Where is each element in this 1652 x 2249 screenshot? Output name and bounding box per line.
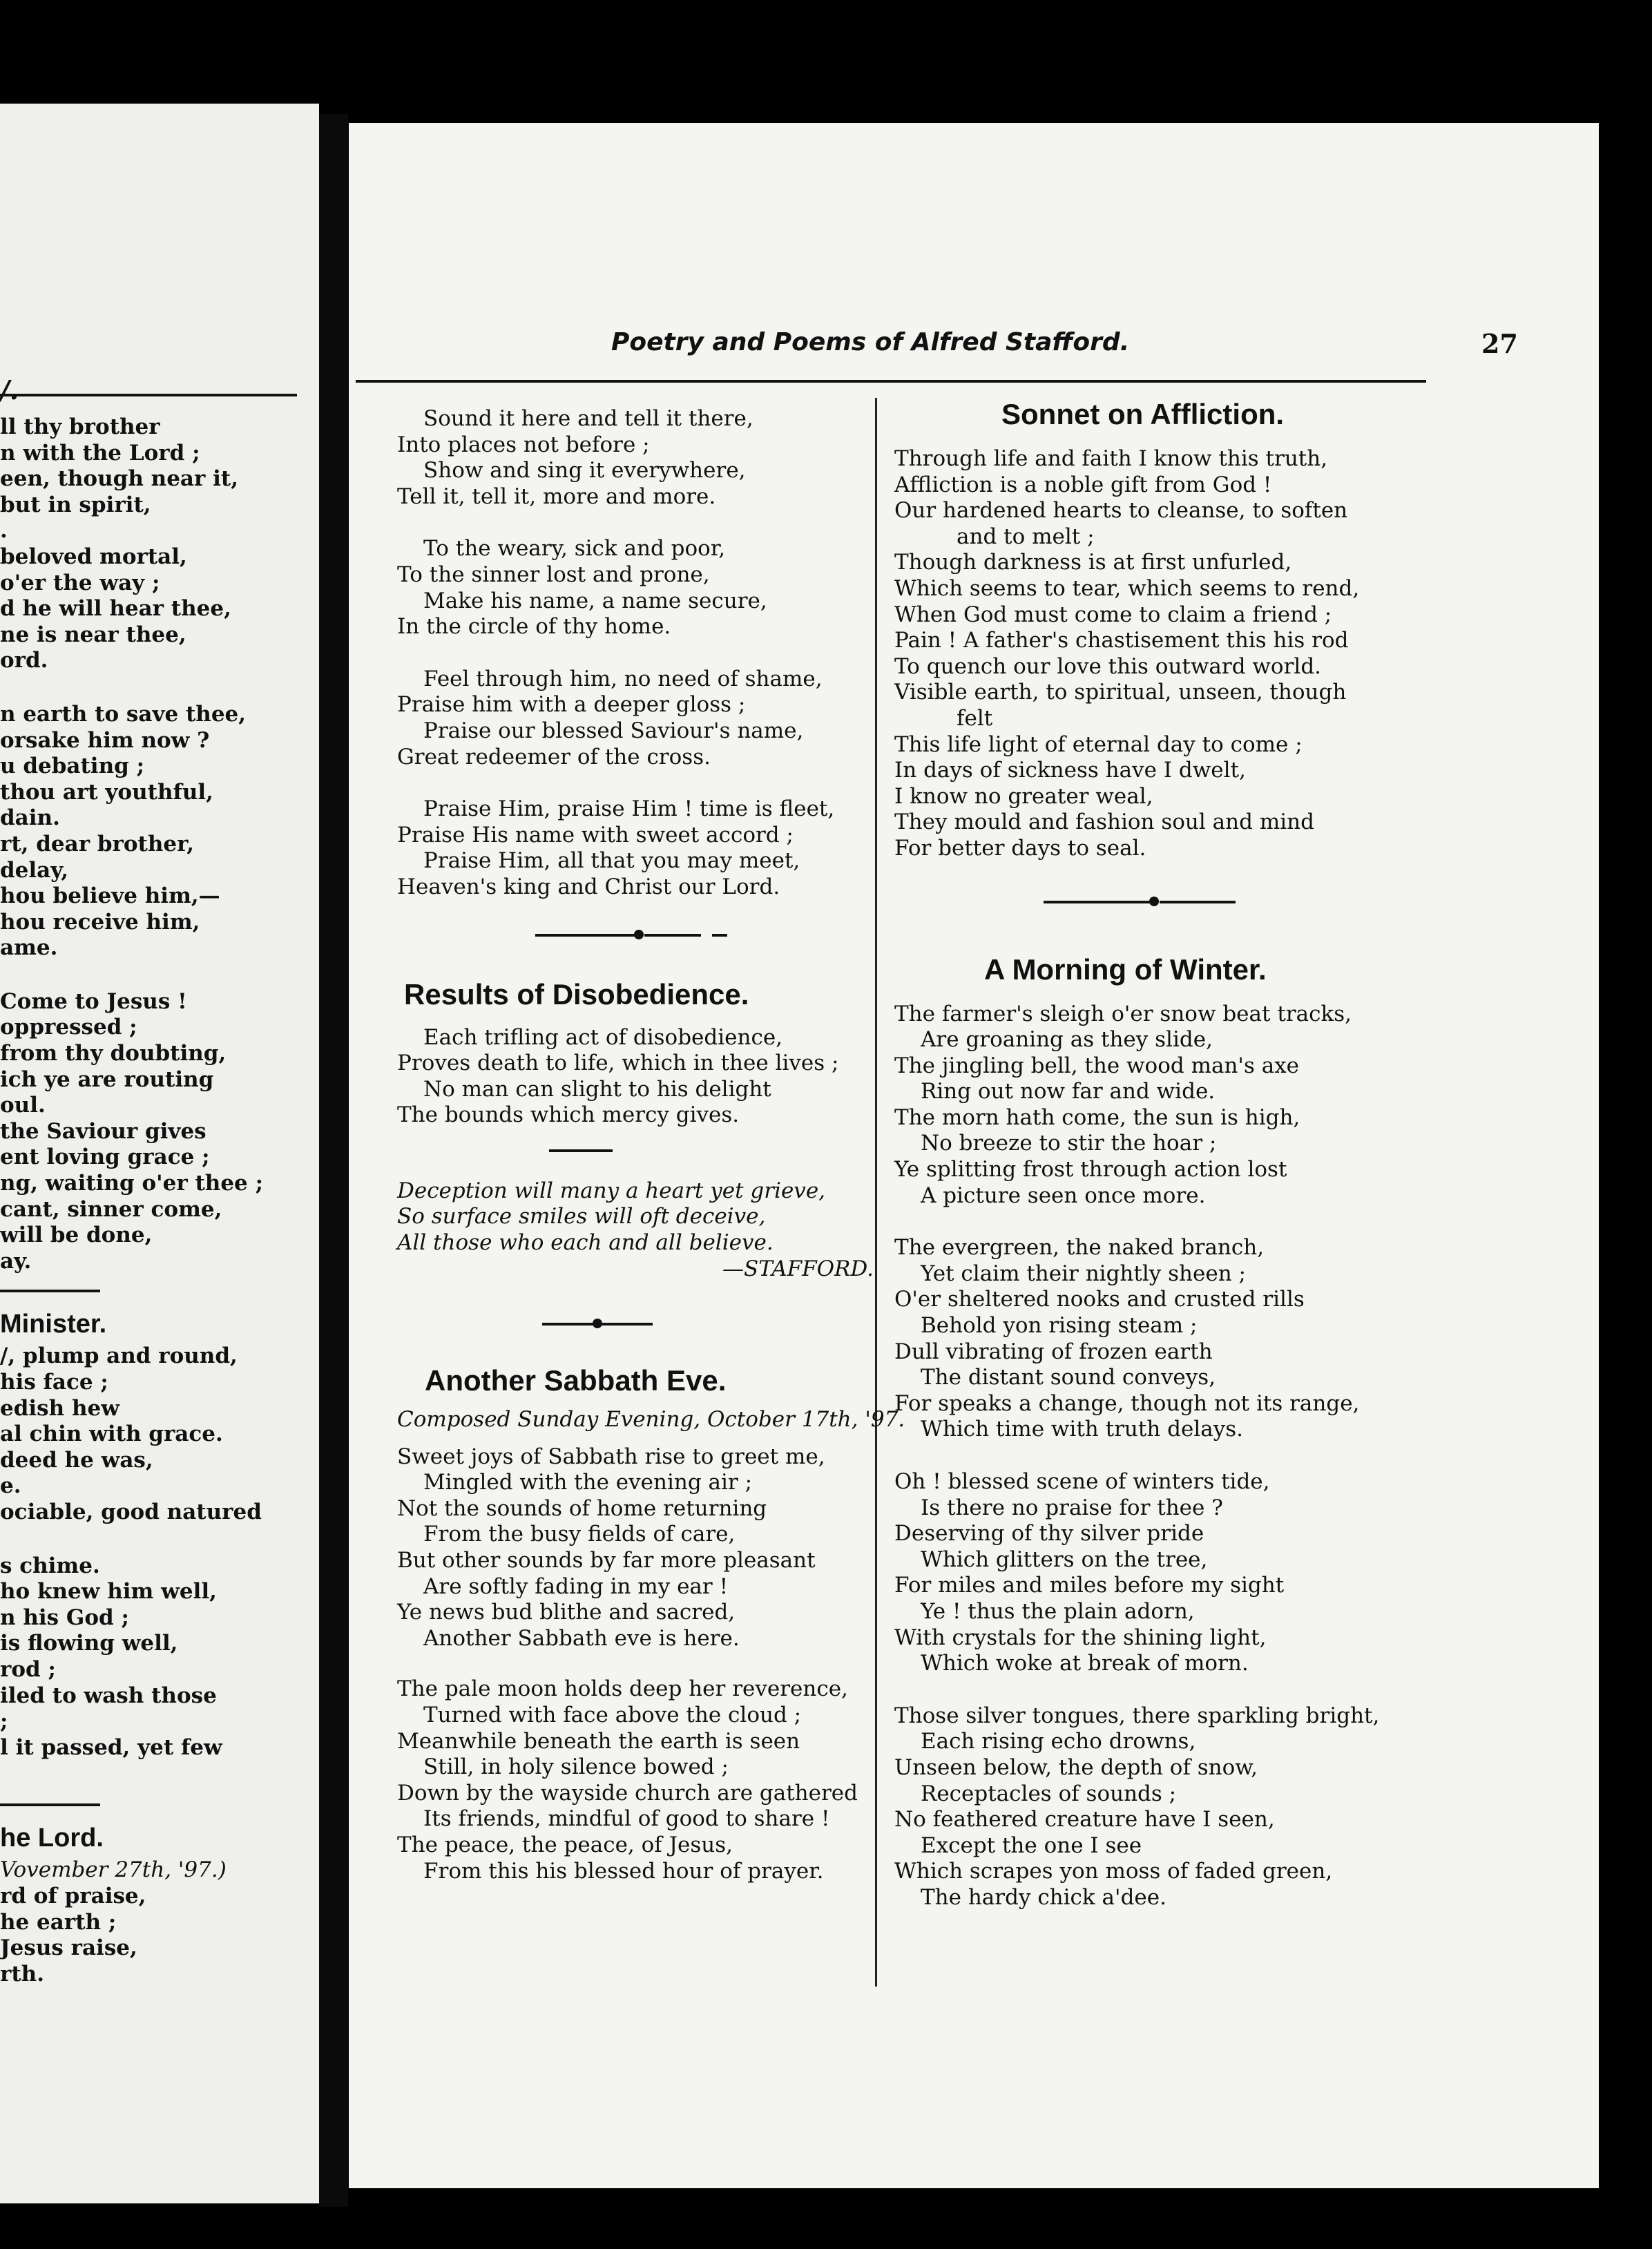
left-verse-line: ho knew him well, — [0, 1579, 217, 1605]
left-verse-line: n his God ; — [0, 1605, 129, 1630]
left-rule — [0, 1274, 319, 1305]
left-verse-line: n earth to save thee, — [0, 701, 247, 727]
verse-line: Another Sabbath eve is here. — [423, 1625, 740, 1651]
left-poem-title: Minister. — [0, 1310, 107, 1339]
ornament-divider-2 — [542, 1323, 749, 1327]
line-gap — [0, 961, 319, 989]
verse-line: Is there no praise for thee ? — [921, 1495, 1223, 1520]
stanza — [397, 667, 874, 770]
left-poem-subtitle: Vovember 27th, '97.) — [0, 1857, 227, 1883]
verse-line: For miles and miles before my sight — [894, 1573, 1285, 1598]
verse-line: Each rising echo drowns, — [921, 1729, 1196, 1754]
verse-line: Ye ! thus the plain adorn, — [921, 1598, 1195, 1624]
short-rule — [549, 1149, 613, 1152]
verse-line: No man can slight to his delight — [423, 1076, 771, 1102]
left-verse-line: ord. — [0, 648, 48, 673]
left-verse-line: thou art youthful, — [0, 779, 213, 805]
left-verse-line: but in spirit, — [0, 492, 151, 517]
left-page-header-fragment: /. — [0, 374, 19, 405]
left-verse-line: n with the Lord ; — [0, 440, 200, 466]
verse-line: and to melt ; — [957, 524, 1095, 549]
left-verse-line: ociable, good natured — [0, 1499, 262, 1524]
verse-line: A picture seen once more. — [921, 1183, 1206, 1208]
verse-line: Visible earth, to spiritual, unseen, though — [894, 680, 1347, 705]
verse-line: Into places not before ; — [397, 432, 650, 457]
verse-line: Receptacles of sounds ; — [921, 1781, 1177, 1806]
verse-line: When God must come to claim a friend ; — [894, 602, 1332, 627]
verse-line: No breeze to stir the hoar ; — [921, 1131, 1217, 1156]
verse-line: Ye news bud blithe and sacred, — [397, 1600, 736, 1625]
verse-line: Those silver tongues, there sparkling bright, — [894, 1703, 1380, 1728]
left-verse-line: edish hew — [0, 1395, 119, 1421]
verse-line: felt — [957, 705, 993, 731]
verse-line: From the busy fields of care, — [423, 1522, 736, 1547]
left-verse-line: deed he was, — [0, 1447, 153, 1473]
verse-line: Sound it here and tell it there, — [423, 406, 753, 431]
verse-line: Ye splitting frost through action lost — [894, 1157, 1287, 1183]
left-verse-line: hou believe him,— — [0, 883, 220, 909]
verse-line: Ring out now far and wide. — [921, 1079, 1216, 1104]
line-gap — [0, 1761, 319, 1788]
line-gap — [0, 1526, 319, 1553]
main-page — [349, 123, 1599, 2188]
left-verse-line: cant, sinner come, — [0, 1196, 222, 1222]
stanza — [397, 536, 874, 640]
left-verse-line: u debating ; — [0, 754, 145, 779]
left-verse-line: beloved mortal, — [0, 544, 187, 569]
verse-line: But other sounds by far more pleasant — [397, 1548, 816, 1573]
verse-line: Which glitters on the tree, — [921, 1547, 1208, 1572]
left-verse-line: s chime. — [0, 1553, 100, 1578]
left-facing-page — [0, 104, 319, 2203]
column-left — [397, 406, 905, 1884]
verse-line: The bounds which mercy gives. — [397, 1102, 740, 1128]
verse-line: Praise Him, all that you may meet, — [423, 848, 800, 874]
ornament-divider-3 — [1044, 901, 1265, 905]
page-number: 27 — [1481, 328, 1518, 359]
left-verse-line: ; — [0, 1709, 8, 1734]
verse-line: For speaks a change, though not its range, — [894, 1390, 1360, 1416]
left-verse-line: he earth ; — [0, 1909, 117, 1935]
stanza — [894, 1235, 1433, 1443]
verse-line: Our hardened hearts to cleanse, to soften — [894, 498, 1348, 524]
verse-line: Are softly fading in my ear ! — [423, 1573, 729, 1599]
stanza — [894, 1703, 1433, 1911]
verse-line: Praise our blessed Saviour's name, — [423, 718, 804, 743]
column-divider — [875, 398, 877, 1987]
verse-line: The peace, the peace, of Jesus, — [397, 1832, 733, 1857]
verse-line: I know no greater weal, — [894, 783, 1153, 809]
verse-line: The distant sound conveys, — [921, 1365, 1216, 1390]
running-title: Poetry and Poems of Alfred Stafford. — [611, 328, 1130, 356]
line-gap — [0, 674, 319, 702]
left-verse-line: ay. — [0, 1248, 32, 1274]
stanza — [894, 1469, 1433, 1677]
left-verse-line: oppressed ; — [0, 1015, 137, 1040]
poem-title-disobedience: Results of Disobedience. — [404, 977, 749, 1011]
stanza — [397, 1676, 874, 1884]
verse-line: So surface smiles will oft deceive, — [397, 1204, 766, 1229]
left-verse-line: ll thy brother — [0, 414, 160, 439]
left-verse-line: hou receive him, — [0, 909, 200, 935]
signature: —STAFFORD. — [722, 1256, 874, 1281]
verse-line: Which scrapes yon moss of faded green, — [894, 1859, 1333, 1884]
stanza — [397, 796, 874, 900]
verse-line: Praise Him, praise Him ! time is fleet, — [423, 796, 835, 822]
poem-disobedience-lines — [397, 1025, 874, 1129]
verse-line: Show and sing it everywhere, — [423, 458, 746, 484]
ornament-divider — [535, 934, 742, 938]
verse-line: The jingling bell, the wood man's axe — [894, 1053, 1300, 1078]
left-verse-line: oul. — [0, 1093, 46, 1118]
verse-line: Which woke at break of morn. — [921, 1651, 1249, 1676]
verse-line: Praise him with a deeper gloss ; — [397, 692, 746, 718]
verse-line: Through life and faith I know this truth, — [894, 446, 1328, 471]
verse-line: In the circle of thy home. — [397, 614, 671, 640]
verse-line: Which seems to tear, which seems to rend, — [894, 575, 1360, 601]
poem-continuation — [397, 406, 874, 901]
binding-gutter — [319, 114, 348, 2207]
verse-line: For better days to seal. — [894, 835, 1146, 861]
verse-line: Praise His name with sweet accord ; — [397, 822, 794, 848]
verse-line: Deception will many a heart yet grieve, — [397, 1178, 826, 1203]
verse-line: Affliction is a noble gift from God ! — [894, 472, 1272, 497]
left-verse-line: een, though near it, — [0, 466, 239, 492]
poem-subtitle: Composed Sunday Evening, October 17th, '97. — [397, 1406, 905, 1432]
verse-line: They mould and fashion soul and mind — [894, 810, 1314, 835]
verse-line: Dull vibrating of frozen earth — [894, 1339, 1213, 1364]
verse-line: Make his name, a name secure, — [423, 588, 767, 613]
verse-line: Behold yon rising steam ; — [921, 1313, 1198, 1339]
stanza — [397, 406, 874, 510]
left-page-text — [0, 414, 319, 1987]
verse-line: Sweet joys of Sabbath rise to greet me, — [397, 1444, 825, 1469]
verse-line: The pale moon holds deep her reverence, — [397, 1676, 848, 1702]
left-verse-line: rod ; — [0, 1656, 56, 1682]
left-verse-line: rth. — [0, 1961, 44, 1987]
left-rule — [0, 1788, 319, 1819]
left-verse-line: Come to Jesus ! — [0, 988, 187, 1014]
poem-title-sabbath-eve: Another Sabbath Eve. — [425, 1363, 727, 1397]
left-verse-line: rd of praise, — [0, 1883, 146, 1908]
left-verse-line: iled to wash those — [0, 1683, 217, 1708]
short-rule-wrap — [397, 1129, 874, 1170]
verse-line: Which time with truth delays. — [921, 1417, 1243, 1442]
left-verse-line: will be done, — [0, 1223, 153, 1248]
verse-line: Except the one I see — [921, 1832, 1142, 1858]
verse-line: With crystals for the shining light, — [894, 1625, 1267, 1650]
left-verse-line: l it passed, yet few — [0, 1734, 222, 1760]
verse-line: The morn hath come, the sun is high, — [894, 1104, 1300, 1130]
verse-line: The farmer's sleigh o'er snow beat tracks, — [894, 1001, 1352, 1026]
left-verse-line: is flowing well, — [0, 1631, 178, 1656]
verse-line: Turned with face above the cloud ; — [423, 1703, 802, 1728]
verse-line: Are groaning as they slide, — [921, 1027, 1213, 1053]
poem-winter-lines — [894, 1002, 1433, 1911]
verse-line: Feel through him, no need of shame, — [423, 666, 823, 691]
verse-line: No feathered creature have I seen, — [894, 1807, 1275, 1832]
left-verse-line: ame. — [0, 935, 58, 961]
column-right — [894, 398, 1433, 1911]
left-verse-line: ne is near thee, — [0, 622, 186, 647]
left-verse-line: Jesus raise, — [0, 1935, 137, 1961]
poem-title-affliction: Sonnet on Affliction. — [1001, 398, 1285, 430]
verse-line: The evergreen, the naked branch, — [894, 1235, 1265, 1261]
epigram-lines — [397, 1178, 874, 1256]
verse-line: In days of sickness have I dwelt, — [894, 758, 1246, 783]
verse-line: Still, in holy silence bowed ; — [423, 1754, 729, 1780]
verse-line: Though darkness is at first unfurled, — [894, 550, 1292, 575]
verse-line: Not the sounds of home returning — [397, 1495, 767, 1521]
left-verse-line: from thy doubting, — [0, 1041, 227, 1066]
verse-line: Down by the wayside church are gathered — [397, 1780, 858, 1806]
left-verse-line: o'er the way ; — [0, 570, 160, 595]
left-verse-line: al chin with grace. — [0, 1422, 223, 1447]
stanza — [397, 1444, 874, 1652]
left-verse-line: ich ye are routing — [0, 1066, 214, 1092]
verse-line: Pain ! A father's chastisement this his rod — [894, 628, 1349, 653]
left-verse-line: /, plump and round, — [0, 1343, 238, 1369]
verse-line: Its friends, mindful of good to share ! — [423, 1806, 830, 1832]
verse-line: Heaven's king and Christ our Lord. — [397, 874, 780, 899]
left-verse-line: . — [0, 518, 8, 544]
poem-sabbath-eve-lines — [397, 1444, 874, 1885]
left-verse-line: d he will hear thee, — [0, 596, 231, 622]
verse-line: Meanwhile beneath the earth is seen — [397, 1728, 800, 1754]
verse-line: The hardy chick a'dee. — [921, 1884, 1166, 1910]
verse-line: Yet claim their nightly sheen ; — [921, 1261, 1246, 1286]
verse-line: From this his blessed hour of prayer. — [423, 1858, 824, 1884]
verse-line: O'er sheltered nooks and crusted rills — [894, 1287, 1305, 1312]
left-verse-line: ent loving grace ; — [0, 1145, 210, 1170]
verse-line: Deserving of thy silver pride — [894, 1521, 1204, 1547]
left-poem-title: he Lord. — [0, 1824, 104, 1853]
left-verse-line: delay, — [0, 857, 69, 883]
poem-title-winter: A Morning of Winter. — [984, 953, 1267, 986]
verse-line: Great redeemer of the cross. — [397, 744, 711, 769]
verse-line: Unseen below, the depth of snow, — [894, 1754, 1258, 1780]
verse-line: To the sinner lost and prone, — [397, 562, 710, 587]
stanza — [894, 1002, 1433, 1209]
poem-affliction-lines — [894, 446, 1433, 862]
verse-line: Mingled with the evening air ; — [423, 1470, 753, 1495]
left-verse-line: the Saviour gives — [0, 1118, 206, 1144]
left-verse-line: e. — [0, 1473, 21, 1499]
left-verse-line: rt, dear brother, — [0, 831, 194, 856]
verse-line: Oh ! blessed scene of winters tide, — [894, 1469, 1270, 1494]
verse-line: Each trifling act of disobedience, — [423, 1024, 783, 1050]
left-verse-line: orsake him now ? — [0, 727, 210, 753]
left-verse-line: his face ; — [0, 1370, 108, 1395]
verse-line: All those who each and all believe. — [397, 1230, 774, 1256]
left-verse-line: ng, waiting o'er thee ; — [0, 1171, 264, 1196]
left-verse-line: dain. — [0, 805, 60, 831]
verse-line: To the weary, sick and poor, — [423, 536, 726, 562]
left-header-rule — [0, 394, 297, 396]
verse-line: Proves death to life, which in thee lives ; — [397, 1051, 839, 1076]
verse-line: Tell it, tell it, more and more. — [397, 484, 716, 509]
header-rule — [356, 380, 1426, 383]
verse-line: This life light of eternal day to come ; — [894, 731, 1303, 757]
verse-line: To quench our love this outward world. — [894, 653, 1322, 679]
